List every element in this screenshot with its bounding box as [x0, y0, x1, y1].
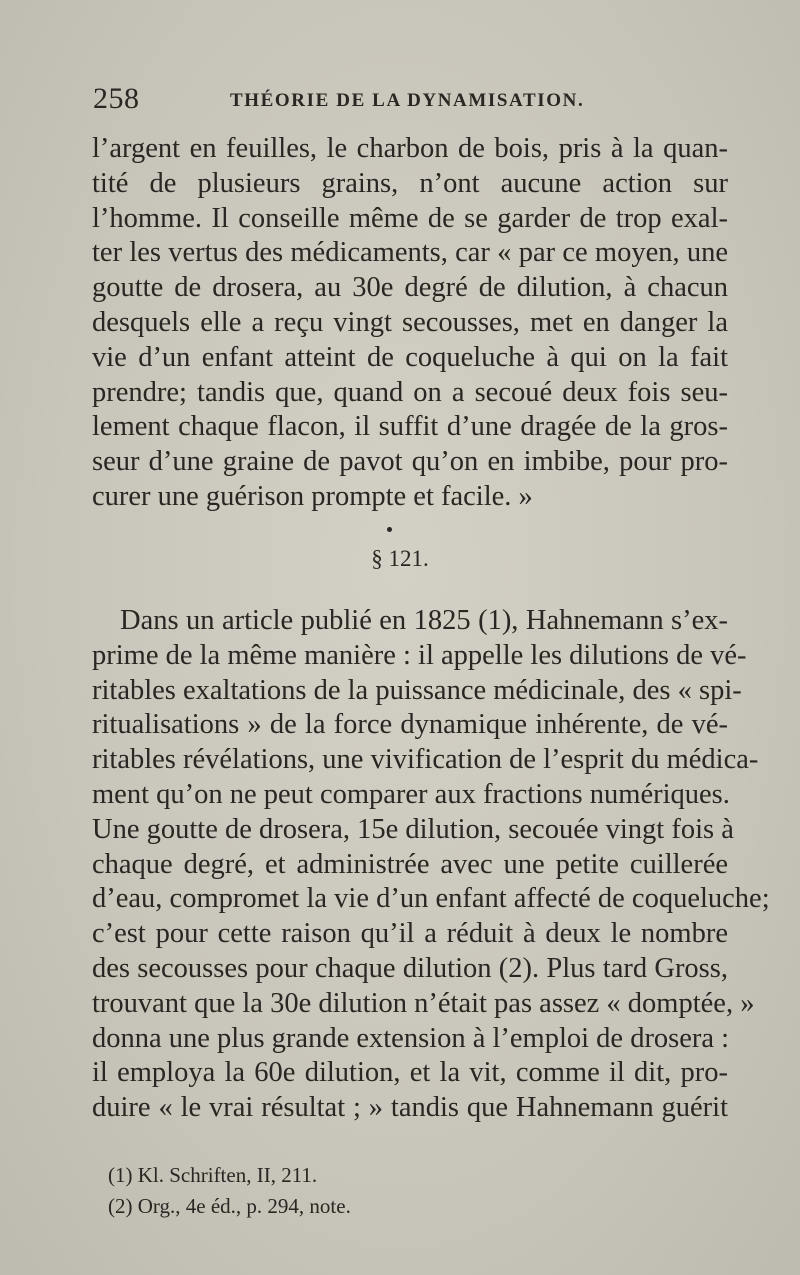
text-line: chaque degré, et administrée avec une petite cuillerée — [92, 848, 728, 880]
text-line: trouvant que la 30e dilution n’était pas assez « domptée, » — [92, 987, 755, 1019]
page-number: 258 — [93, 82, 140, 115]
text-line: il employa la 60e dilution, et la vit, comme il dit, pro- — [92, 1057, 728, 1089]
text-line: seur d’une graine de pavot qu’on en imbibe, pour pro- — [92, 446, 728, 478]
text-line: vie d’un enfant atteint de coqueluche à qui on la fait — [92, 341, 728, 373]
text-line: Une goutte de drosera, 15e dilution, secouée vingt fois à — [92, 813, 734, 845]
text-line: desquels elle a reçu vingt secousses, met en danger la — [92, 306, 728, 338]
ornament-dot — [387, 527, 392, 532]
text-line: ritables exaltations de la puissance médicinale, des « spi- — [92, 674, 742, 706]
text-line: d’eau, compromet la vie d’un enfant affecté de coqueluche; — [92, 883, 770, 915]
text-line: ritualisations » de la force dynamique inhérente, de vé- — [92, 709, 728, 741]
footnote-1: (1) Kl. Schriften, II, 211. — [108, 1163, 318, 1187]
text-line: duire « le vrai résultat ; » tandis que Hahnemann guérit — [92, 1092, 728, 1124]
footnotes — [108, 1160, 728, 1222]
text-line: curer une guérison prompte et facile. » — [92, 480, 533, 512]
text-line: l’homme. Il conseille même de se garder de trop exal- — [92, 202, 728, 234]
text-line: c’est pour cette raison qu’il a réduit à deux le nombre — [92, 918, 728, 950]
text-line: des secousses pour chaque dilution (2). Plus tard Gross, — [92, 952, 728, 984]
footnote-2: (2) Org., 4e éd., p. 294, note. — [108, 1194, 351, 1218]
text-line: ment qu’on ne peut comparer aux fractions numériques. — [92, 778, 730, 810]
text-line: tité de plusieurs grains, n’ont aucune action sur — [92, 167, 728, 199]
running-head — [93, 82, 733, 122]
running-title: THÉORIE DE LA DYNAMISATION. — [230, 90, 585, 111]
section-heading: § 121. — [371, 546, 429, 571]
text-line: donna une plus grande extension à l’emploi de drosera : — [92, 1022, 730, 1054]
text-line: prime de la même manière : il appelle les dilutions de vé- — [92, 639, 747, 671]
text-line: ter les vertus des médicaments, car « par ce moyen, une — [92, 237, 728, 269]
paragraph-section-121 — [92, 604, 770, 1126]
text-line: goutte de drosera, au 30e degré de dilution, à chacun — [92, 272, 728, 304]
text-line: lement chaque flacon, il suffit d’une dragée de la gros- — [92, 411, 728, 443]
text-line: ritables révélations, une vivification de l’esprit du médica- — [92, 744, 759, 776]
text-line: l’argent en feuilles, le charbon de bois, pris à la quan- — [92, 133, 728, 164]
text-line: prendre; tandis que, quand on a secoué deux fois seu- — [92, 376, 728, 408]
paragraph-continuation — [92, 132, 728, 515]
text-line: Dans un article publié en 1825 (1), Hahnemann s’ex- — [120, 605, 728, 636]
